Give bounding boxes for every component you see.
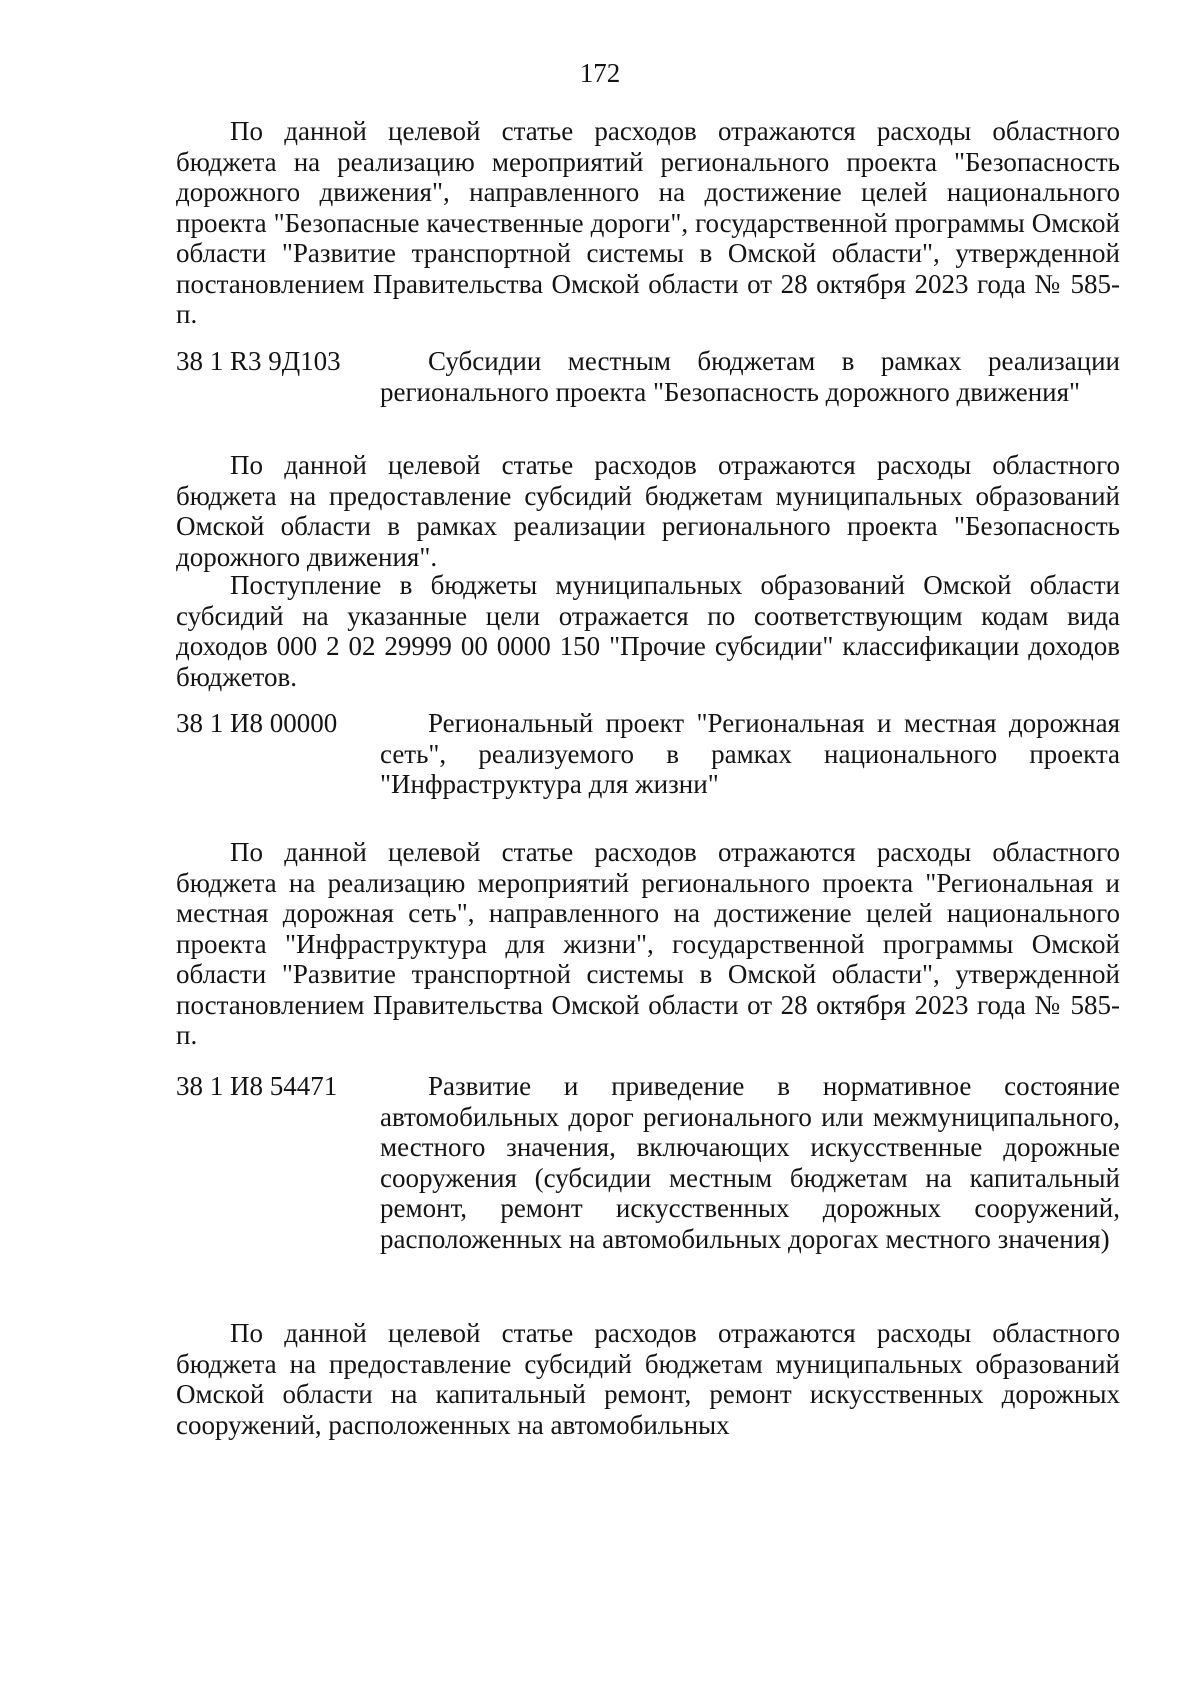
page-number: 172 [579,58,621,88]
paragraph-1: По данной целевой статье расходов отражаются расходы областного бюджета на реализацию мероприятий регионального проекта "Безопасность дорожного движения", направленного на достижение целей национального проекта "Безопасные качественные дороги", государственной программы Омской области "Развитие транспортной системы в Омской области", утвержденной постановлением Правительства Омской области от 28 октября 2023 года № 585-п. [176,116,1120,329]
paragraph-2: По данной целевой статье расходов отражаются расходы областного бюджета на предоставление субсидий бюджетам муниципальных образований Омской области в рамках реализации регионального проекта "Безопасность дорожного движения". [176,450,1120,572]
entry-title: Субсидии местным бюджетам в рамках реализации регионального проекта "Безопасность дорожного движения" [380,346,1120,407]
entry-code: 38 1 И8 54471 [176,1071,338,1101]
paragraph-3: Поступление в бюджеты муниципальных образований Омской области субсидий на указанные цели отражается по соответствующим кодам вида доходов 000 2 02 29999 00 0000 150 "Прочие субсидии" классификации доходов бюджетов. [176,570,1120,692]
entry-title: Развитие и приведение в нормативное состояние автомобильных дорог регионального или межмуниципального, местного значения, включающих искусственные дорожные сооружения (субсидии местным бюджетам на капитальный ремонт, ремонт искусственных дорожных сооружений, расположенных на автомобильных дорогах местного значения) [380,1071,1120,1254]
paragraph-4: По данной целевой статье расходов отражаются расходы областного бюджета на реализацию мероприятий регионального проекта "Региональная и местная дорожная сеть", направленного на достижение целей национального проекта "Инфраструктура для жизни", государственной программы Омской области "Развитие транспортной системы в Омской области", утвержденной постановлением Правительства Омской области от 28 октября 2023 года № 585-п. [176,837,1120,1050]
paragraph-5: По данной целевой статье расходов отражаются расходы областного бюджета на предоставление субсидий бюджетам муниципальных образований Омской области на капитальный ремонт, ремонт искусственных дорожных сооружений, расположенных на автомобильных [176,1318,1120,1440]
entry-title: Региональный проект "Региональная и местная дорожная сеть", реализуемого в рамках национального проекта "Инфраструктура для жизни" [380,708,1120,799]
entry-code: 38 1 И8 00000 [176,708,338,738]
entry-code: 38 1 R3 9Д103 [176,346,341,376]
